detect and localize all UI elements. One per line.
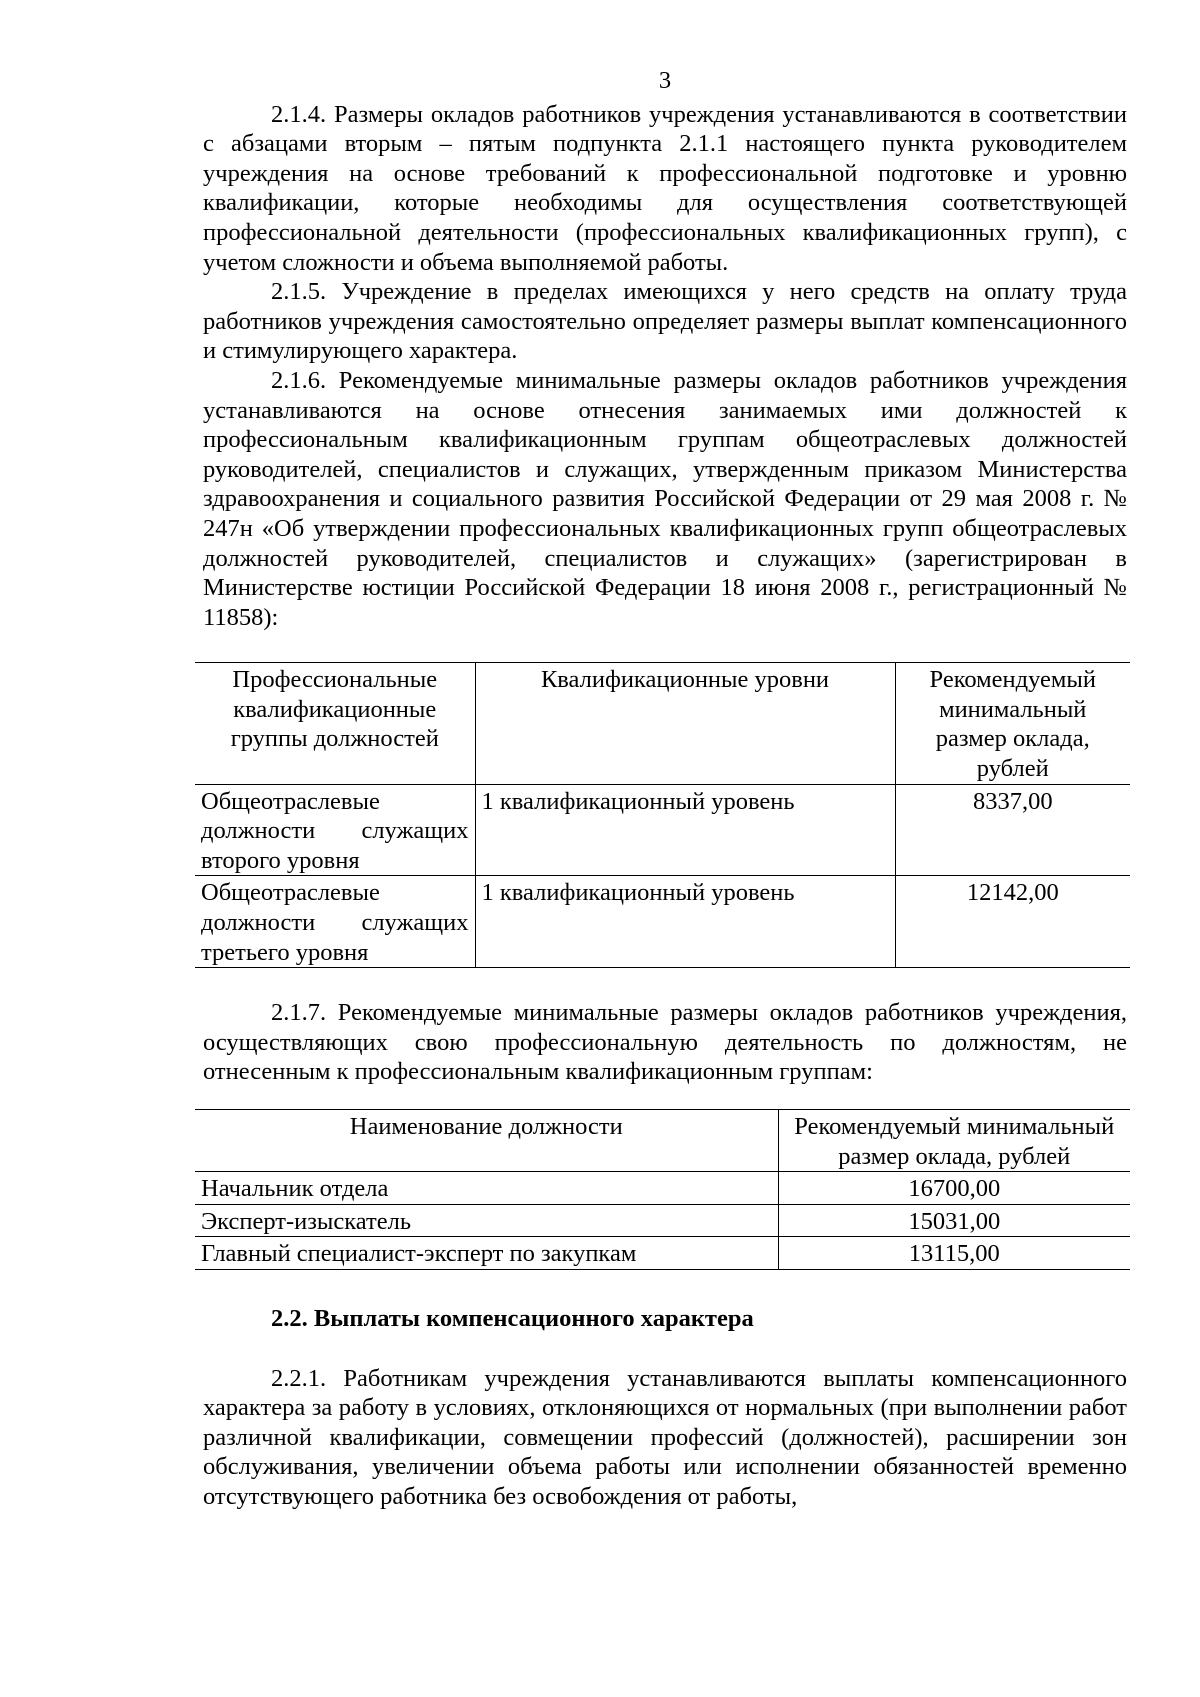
- section-heading: 2.2. Выплаты компенсационного характера: [271, 1304, 754, 1332]
- positions-salary-table: [195, 1109, 1130, 1270]
- table-row: [195, 1237, 1130, 1270]
- paragraph-2-1-5: 2.1.5. Учреждение в пределах имеющихся у него средств на оплату труда работников учреждения самостоятельно определяет размеры выплат компенсационного и стимулирующего характера.: [203, 278, 1127, 365]
- paragraph-2-2-1: 2.2.1. Работникам учреждения устанавливаются выплаты компенсационного характера за работу в условиях, отклоняющихся от нормальных (при выполнении работ различной квалификации, совмещении профессий (должностей), расширении зон обслуживания, увеличении объема работы или исполнении обязанностей временно отсутствующего работника без освобождения от работы,: [203, 1364, 1127, 1510]
- page-number: 3: [658, 67, 672, 94]
- cell-level: 1 квалификационный уровень: [475, 876, 895, 968]
- header-qualification-groups: Профессиональные квалификационные группы должностей: [195, 663, 475, 784]
- table-row: [195, 876, 1130, 968]
- header-recommended-salary: Рекомендуемый минимальный размер оклада, рублей: [895, 663, 1130, 784]
- cell-salary: 15031,00: [778, 1204, 1130, 1237]
- cell-group: Общеотраслевые должности служащих третьего уровня: [195, 876, 475, 968]
- document-page: [203, 66, 1127, 1512]
- table-row: [195, 784, 1130, 876]
- paragraph-2-1-7: 2.1.7. Рекомендуемые минимальные размеры окладов работников учреждения, осуществляющих свою профессиональную деятельность по должностям, не отнесенным к профессиональным квалификационным группам:: [203, 999, 1127, 1086]
- cell-salary: 16700,00: [778, 1172, 1130, 1205]
- table-header-row: [195, 663, 1130, 784]
- table-row: [195, 1204, 1130, 1237]
- cell-position: Эксперт-изыскатель: [195, 1204, 778, 1237]
- cell-salary: 12142,00: [895, 876, 1130, 968]
- cell-salary: 13115,00: [778, 1237, 1130, 1270]
- cell-group: Общеотраслевые должности служащих второго уровня: [195, 784, 475, 876]
- header-recommended-salary: Рекомендуемый минимальный размер оклада, рублей: [778, 1110, 1130, 1172]
- cell-level: 1 квалификационный уровень: [475, 784, 895, 876]
- paragraph-2-1-6: 2.1.6. Рекомендуемые минимальные размеры окладов работников учреждения устанавливаются на основе отнесения занимаемых ими должностей к профессиональным квалификационным группам общеотраслевых должностей руководителей, специалистов и служащих, утвержденным приказом Министерства здравоохранения и социального развития Российской Федерации от 29 мая 2008 г. № 247н «Об утверждении профессиональных квалификационных групп общеотраслевых должностей руководителей, специалистов и служащих» (зарегистрирован в Министерстве юстиции Российской Федерации 18 июня 2008 г., регистрационный № 11858):: [203, 366, 1127, 631]
- paragraph-2-1-4: 2.1.4. Размеры окладов работников учреждения устанавливаются в соответствии с абзацами вторым – пятым подпункта 2.1.1 настоящего пункта руководителем учреждения на основе требований к профессиональной подготовке и уровню квалификации, которые необходимы для осуществления соответствующей профессиональной деятельности (профессиональных квалификационных групп), с учетом сложности и объема выполняемой работы.: [203, 100, 1127, 276]
- header-qualification-levels: Квалификационные уровни: [475, 663, 895, 784]
- table-row: [195, 1172, 1130, 1205]
- cell-position: Главный специалист-эксперт по закупкам: [195, 1237, 778, 1270]
- table-header-row: [195, 1110, 1130, 1172]
- cell-position: Начальник отдела: [195, 1172, 778, 1205]
- cell-salary: 8337,00: [895, 784, 1130, 876]
- qualification-groups-table: [195, 662, 1130, 968]
- header-position-name: Наименование должности: [195, 1110, 778, 1172]
